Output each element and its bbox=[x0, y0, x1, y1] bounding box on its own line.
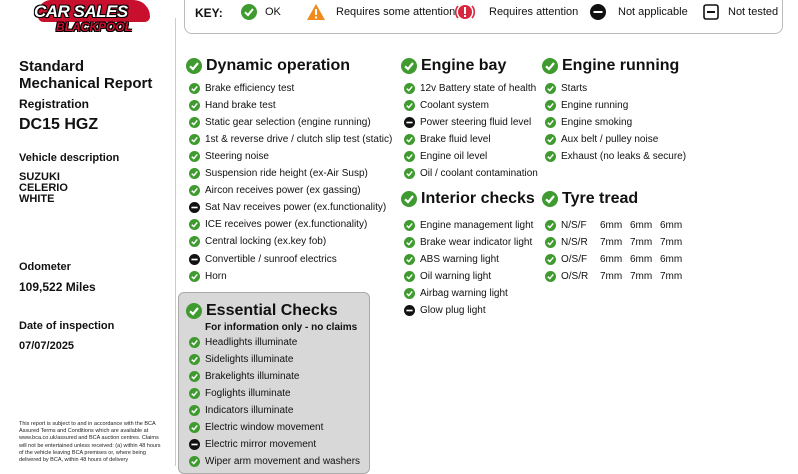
section-interior-checks bbox=[401, 190, 535, 208]
dynamic-check-item bbox=[189, 218, 367, 232]
not-applicable-icon bbox=[404, 117, 415, 128]
check-label: Wiper arm movement and washers bbox=[205, 456, 361, 468]
dynamic-check-item bbox=[189, 252, 337, 266]
ok-check-icon bbox=[542, 191, 558, 207]
check-label: Airbag warning light bbox=[420, 287, 508, 299]
ok-check-icon bbox=[404, 100, 415, 111]
engine-bay-check-item bbox=[404, 132, 491, 146]
odometer-value: 109,522 Miles bbox=[19, 280, 96, 294]
dynamic-check-item bbox=[189, 149, 269, 163]
ok-check-icon bbox=[545, 100, 556, 111]
not-applicable-icon bbox=[590, 4, 606, 20]
ok-check-icon bbox=[404, 220, 415, 231]
section-title-text: Engine running bbox=[562, 57, 680, 74]
ok-check-icon bbox=[189, 100, 200, 111]
section-title-text: Essential Checks bbox=[206, 302, 338, 319]
ok-check-icon bbox=[186, 303, 202, 319]
check-label: Convertible / sunroof electrics bbox=[205, 253, 337, 265]
ok-check-icon bbox=[545, 151, 556, 162]
ok-check-icon bbox=[189, 271, 200, 282]
check-label: Brakelights illuminate bbox=[205, 370, 300, 382]
check-label: Suspension ride height (ex-Air Susp) bbox=[205, 168, 368, 179]
tyre-depth-3: 7mm bbox=[660, 236, 683, 248]
not-applicable-icon bbox=[404, 305, 415, 316]
ok-check-icon bbox=[241, 4, 257, 20]
check-label: Horn bbox=[205, 270, 227, 282]
registration-label: Registration bbox=[19, 97, 90, 111]
not-applicable-icon bbox=[189, 254, 200, 265]
not-applicable-icon bbox=[189, 202, 200, 213]
check-label: Brake fluid level bbox=[420, 133, 491, 145]
ok-check-icon bbox=[186, 58, 202, 74]
engine-bay-check-item bbox=[404, 81, 536, 95]
essential-check-item bbox=[189, 421, 323, 435]
check-label: Central locking (ex.key fob) bbox=[205, 236, 327, 248]
section-tyre-tread bbox=[542, 190, 638, 208]
tyre-depth-2: 7mm bbox=[630, 270, 653, 282]
ok-check-icon bbox=[545, 271, 556, 282]
check-label: 1st & reverse drive / clutch slip test (static) bbox=[205, 133, 393, 145]
ok-check-icon bbox=[545, 117, 556, 128]
check-label: Electric mirror movement bbox=[205, 439, 317, 451]
tyre-depth-1: 6mm bbox=[600, 219, 623, 231]
ok-check-icon bbox=[542, 58, 558, 74]
ok-check-icon bbox=[404, 134, 415, 145]
interior-check-item bbox=[404, 304, 486, 318]
tyre-depth-1: 7mm bbox=[600, 270, 623, 282]
ok-check-icon bbox=[545, 220, 556, 231]
ok-check-icon bbox=[545, 83, 556, 94]
check-label: ICE receives power (ex.functionality) bbox=[205, 219, 368, 231]
ok-check-icon bbox=[189, 185, 200, 196]
check-label: Engine oil level bbox=[420, 150, 488, 162]
ok-check-icon bbox=[189, 134, 200, 145]
essential-check-item bbox=[189, 438, 316, 452]
registration-value: DC15 HGZ bbox=[19, 116, 99, 133]
section-title-text: Engine bay bbox=[421, 57, 507, 74]
ok-check-icon bbox=[189, 168, 200, 179]
status-key bbox=[184, 0, 783, 34]
engine-running-check-item bbox=[545, 81, 587, 95]
tyre-position: O/S/R bbox=[561, 270, 589, 282]
engine-bay-check-item bbox=[404, 167, 538, 181]
not-applicable-icon bbox=[189, 439, 200, 450]
tyre-depth-1: 6mm bbox=[600, 253, 623, 265]
engine-bay-check-item bbox=[404, 115, 531, 129]
essential-check-item bbox=[189, 403, 293, 417]
ok-check-icon bbox=[189, 388, 200, 399]
essential-check-item bbox=[189, 386, 291, 400]
check-label: Coolant system bbox=[420, 99, 489, 111]
tyre-depth-2: 6mm bbox=[630, 253, 653, 265]
tyre-depth-3: 6mm bbox=[660, 219, 683, 231]
ok-check-icon bbox=[189, 236, 200, 247]
ok-check-icon bbox=[404, 288, 415, 299]
key-not-tested: Not tested bbox=[703, 4, 778, 20]
engine-running-check-item bbox=[545, 115, 632, 129]
check-label: Sidelights illuminate bbox=[205, 353, 294, 365]
tyre-position: N/S/F bbox=[561, 219, 587, 231]
check-label: Engine running bbox=[561, 99, 629, 111]
tyre-depth-3: 7mm bbox=[660, 270, 683, 282]
essential-check-item bbox=[189, 455, 360, 469]
ok-check-icon bbox=[189, 117, 200, 128]
check-label: Aux belt / pulley noise bbox=[561, 133, 659, 145]
vehicle-colour: WHITE bbox=[19, 193, 55, 205]
vehicle-make: SUZUKI bbox=[19, 171, 60, 183]
interior-check-item bbox=[404, 269, 491, 283]
dynamic-check-item bbox=[189, 235, 326, 249]
tyre-position: N/S/R bbox=[561, 236, 588, 248]
ok-check-icon bbox=[189, 405, 200, 416]
ok-check-icon bbox=[401, 191, 417, 207]
dynamic-check-item bbox=[189, 184, 361, 198]
check-label: Steering noise bbox=[205, 150, 269, 162]
check-label: ABS warning light bbox=[420, 253, 499, 265]
key-ok: OK bbox=[241, 4, 281, 20]
essential-check-item bbox=[189, 369, 300, 383]
logo-text-line2: BLACKPOOL bbox=[56, 20, 132, 34]
check-label: Glow plug light bbox=[420, 305, 486, 316]
check-label: Brake wear indicator light bbox=[420, 236, 533, 248]
engine-bay-check-item bbox=[404, 98, 489, 112]
interior-check-item bbox=[404, 235, 532, 249]
tyre-tread-item bbox=[545, 269, 690, 283]
dynamic-check-item bbox=[189, 81, 294, 95]
check-label: Sat Nav receives power (ex.functionality) bbox=[205, 202, 387, 214]
interior-check-item bbox=[404, 218, 533, 232]
tyre-depth-2: 6mm bbox=[630, 219, 653, 231]
check-label: Engine smoking bbox=[561, 116, 633, 128]
essential-check-item bbox=[189, 335, 297, 349]
car-sales-logo bbox=[28, 0, 148, 38]
key-some-attention: Requires some attention bbox=[307, 4, 455, 20]
column-divider bbox=[175, 18, 176, 466]
check-label: Electric window movement bbox=[205, 422, 324, 433]
ok-check-icon bbox=[189, 83, 200, 94]
ok-check-icon bbox=[404, 271, 415, 282]
section-engine-bay bbox=[401, 57, 506, 75]
ok-check-icon bbox=[189, 354, 200, 365]
ok-check-icon bbox=[545, 237, 556, 248]
alert-icon bbox=[455, 3, 475, 21]
logo-text-line1: CAR SALES bbox=[34, 2, 128, 21]
engine-running-check-item bbox=[545, 132, 658, 146]
ok-check-icon bbox=[189, 337, 200, 348]
check-label: Headlights illuminate bbox=[205, 336, 298, 348]
check-label: Exhaust (no leaks & secure) bbox=[561, 150, 687, 162]
check-label: Aircon receives power (ex gassing) bbox=[205, 185, 361, 197]
tyre-depth-1: 7mm bbox=[600, 236, 623, 248]
ok-check-icon bbox=[545, 254, 556, 265]
interior-check-item bbox=[404, 286, 508, 300]
dynamic-check-item bbox=[189, 132, 392, 146]
engine-bay-check-item bbox=[404, 149, 487, 163]
essential-check-item bbox=[189, 352, 293, 366]
check-label: Oil warning light bbox=[420, 270, 492, 282]
dynamic-check-item bbox=[189, 269, 227, 283]
section-title-text: Interior checks bbox=[421, 190, 535, 207]
ok-check-icon bbox=[404, 168, 415, 179]
not-tested-icon bbox=[703, 4, 719, 20]
inspection-date-value: 07/07/2025 bbox=[19, 340, 75, 352]
ok-check-icon bbox=[545, 134, 556, 145]
engine-running-check-item bbox=[545, 149, 686, 163]
section-title-text: Tyre tread bbox=[562, 190, 639, 207]
dynamic-check-item bbox=[189, 167, 368, 181]
ok-check-icon bbox=[189, 371, 200, 382]
tyre-depth-2: 7mm bbox=[630, 236, 653, 248]
section-essential-checks bbox=[186, 302, 338, 320]
check-label: Indicators illuminate bbox=[205, 404, 294, 416]
report-title-line2: Mechanical Report bbox=[19, 75, 153, 92]
odometer-label: Odometer bbox=[19, 261, 71, 273]
vehicle-model: CELERIO bbox=[19, 182, 68, 194]
check-label: Starts bbox=[561, 82, 588, 94]
tyre-tread-item bbox=[545, 218, 690, 232]
tyre-position: O/S/F bbox=[561, 253, 588, 265]
key-not-applicable: Not applicable bbox=[590, 4, 688, 20]
warning-triangle-icon bbox=[307, 4, 325, 20]
key-requires-attention: Requires attention bbox=[455, 3, 578, 21]
section-dynamic-operation bbox=[186, 57, 350, 75]
check-label: Hand brake test bbox=[205, 99, 276, 111]
section-title-text: Dynamic operation bbox=[206, 57, 351, 74]
ok-check-icon bbox=[189, 151, 200, 162]
key-title: KEY: bbox=[195, 6, 223, 20]
check-label: Oil / coolant contamination bbox=[420, 168, 538, 179]
dynamic-check-item bbox=[189, 98, 276, 112]
report-title-line1: Standard bbox=[19, 58, 85, 75]
ok-check-icon bbox=[401, 58, 417, 74]
check-label: Static gear selection (engine running) bbox=[205, 116, 371, 128]
tyre-tread-item bbox=[545, 252, 690, 266]
tyre-tread-item bbox=[545, 235, 690, 249]
check-label: Foglights illuminate bbox=[205, 387, 291, 399]
check-label: Engine management light bbox=[420, 219, 534, 231]
ok-check-icon bbox=[189, 219, 200, 230]
vehicle-description-label: Vehicle description bbox=[19, 152, 120, 164]
check-label: Brake efficiency test bbox=[205, 82, 295, 94]
dynamic-check-item bbox=[189, 115, 371, 129]
ok-check-icon bbox=[404, 151, 415, 162]
interior-check-item bbox=[404, 252, 499, 266]
ok-check-icon bbox=[404, 237, 415, 248]
inspection-date-label: Date of inspection bbox=[19, 320, 115, 332]
ok-check-icon bbox=[404, 83, 415, 94]
ok-check-icon bbox=[189, 422, 200, 433]
essential-checks-subtitle: For information only - no claims bbox=[205, 322, 358, 333]
engine-running-check-item bbox=[545, 98, 628, 112]
ok-check-icon bbox=[404, 254, 415, 265]
check-label: 12v Battery state of health bbox=[420, 82, 537, 94]
disclaimer-text: This report is subject to and in accordance with the BCA Assured Terms and Conditions which are available at www.bca.co.uk/assured and BCA auction centres. Claims will not be entertained unless received: (a) within 48 hours of the vehicle leaving BCA premises or, where being delivered by BCA, within 48 hours of delivery bbox=[19, 421, 161, 464]
check-label: Power steering fluid level bbox=[420, 116, 532, 128]
dynamic-check-item bbox=[189, 201, 386, 215]
section-engine-running bbox=[542, 57, 679, 75]
tyre-depth-3: 6mm bbox=[660, 253, 683, 265]
